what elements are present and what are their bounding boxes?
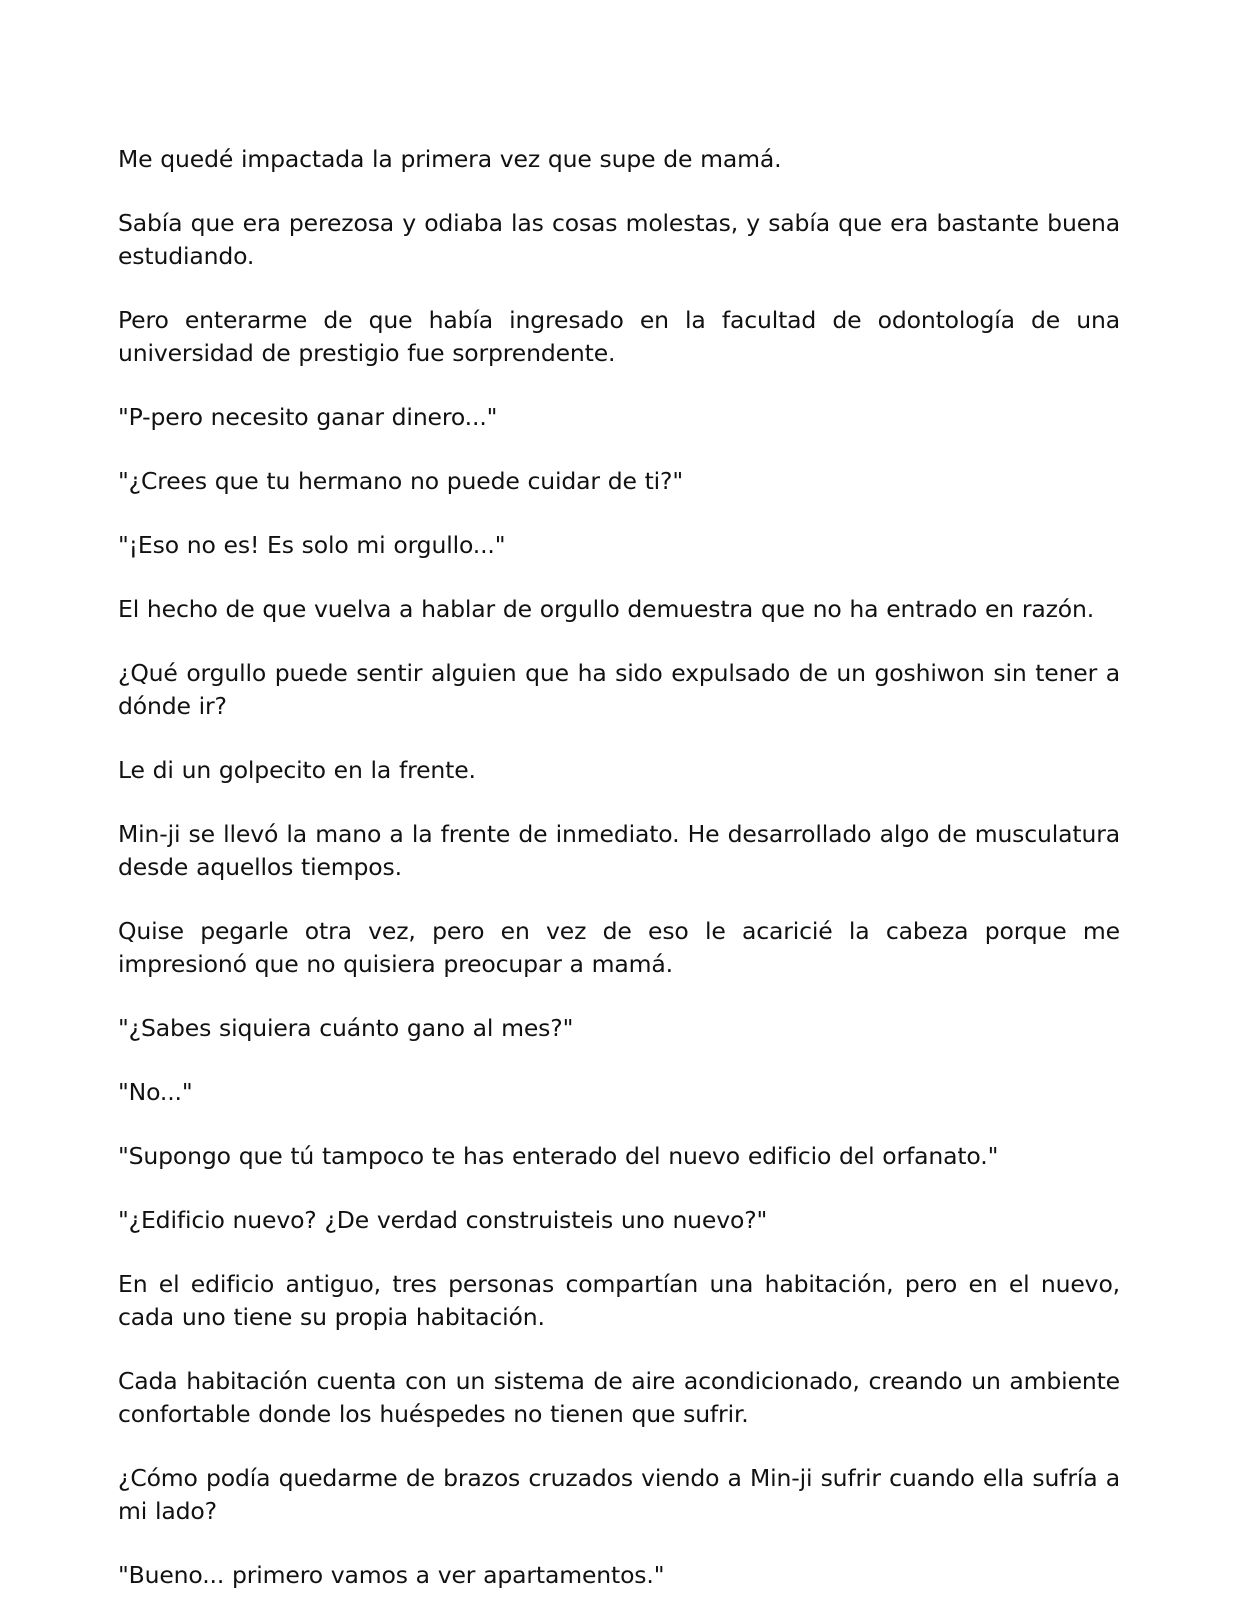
- paragraph: Sabía que era perezosa y odiaba las cosas molestas, y sabía que era bastante buena estudiando.: [118, 209, 1120, 270]
- paragraph: "¿Crees que tu hermano no puede cuidar de ti?": [118, 467, 684, 495]
- paragraph: Pero enterarme de que había ingresado en la facultad de odontología de una universidad de prestigio fue sorprendente.: [118, 306, 1120, 367]
- paragraph: Le di un golpecito en la frente.: [118, 756, 476, 784]
- paragraph: "No...": [118, 1078, 193, 1106]
- paragraph: "P-pero necesito ganar dinero...": [118, 403, 498, 431]
- paragraph: ¿Qué orgullo puede sentir alguien que ha sido expulsado de un goshiwon sin tener a dónde ir?: [118, 659, 1120, 720]
- document-body: [118, 143, 1120, 1623]
- paragraph: Cada habitación cuenta con un sistema de aire acondicionado, creando un ambiente confortable donde los huéspedes no tienen que sufrir.: [118, 1367, 1120, 1428]
- paragraph: ¿Cómo podía quedarme de brazos cruzados viendo a Min-ji sufrir cuando ella sufría a mi lado?: [118, 1464, 1120, 1525]
- paragraph: "¿Sabes siquiera cuánto gano al mes?": [118, 1014, 574, 1042]
- paragraph: "¿Edificio nuevo? ¿De verdad construisteis uno nuevo?": [118, 1206, 768, 1234]
- paragraph: Min-ji se llevó la mano a la frente de inmediato. He desarrollado algo de musculatura desde aquellos tiempos.: [118, 820, 1120, 881]
- paragraph: El hecho de que vuelva a hablar de orgullo demuestra que no ha entrado en razón.: [118, 595, 1095, 623]
- paragraph: En el edificio antiguo, tres personas compartían una habitación, pero en el nuevo, cada uno tiene su propia habitación.: [118, 1270, 1120, 1331]
- paragraph: "Bueno... primero vamos a ver apartamentos.": [118, 1561, 665, 1589]
- paragraph: "¡Eso no es! Es solo mi orgullo...": [118, 531, 506, 559]
- paragraph: "Supongo que tú tampoco te has enterado del nuevo edificio del orfanato.": [118, 1142, 999, 1170]
- paragraph: Me quedé impactada la primera vez que supe de mamá.: [118, 145, 782, 173]
- paragraph: Quise pegarle otra vez, pero en vez de eso le acaricié la cabeza porque me impresionó que no quisiera preocupar a mamá.: [118, 917, 1120, 978]
